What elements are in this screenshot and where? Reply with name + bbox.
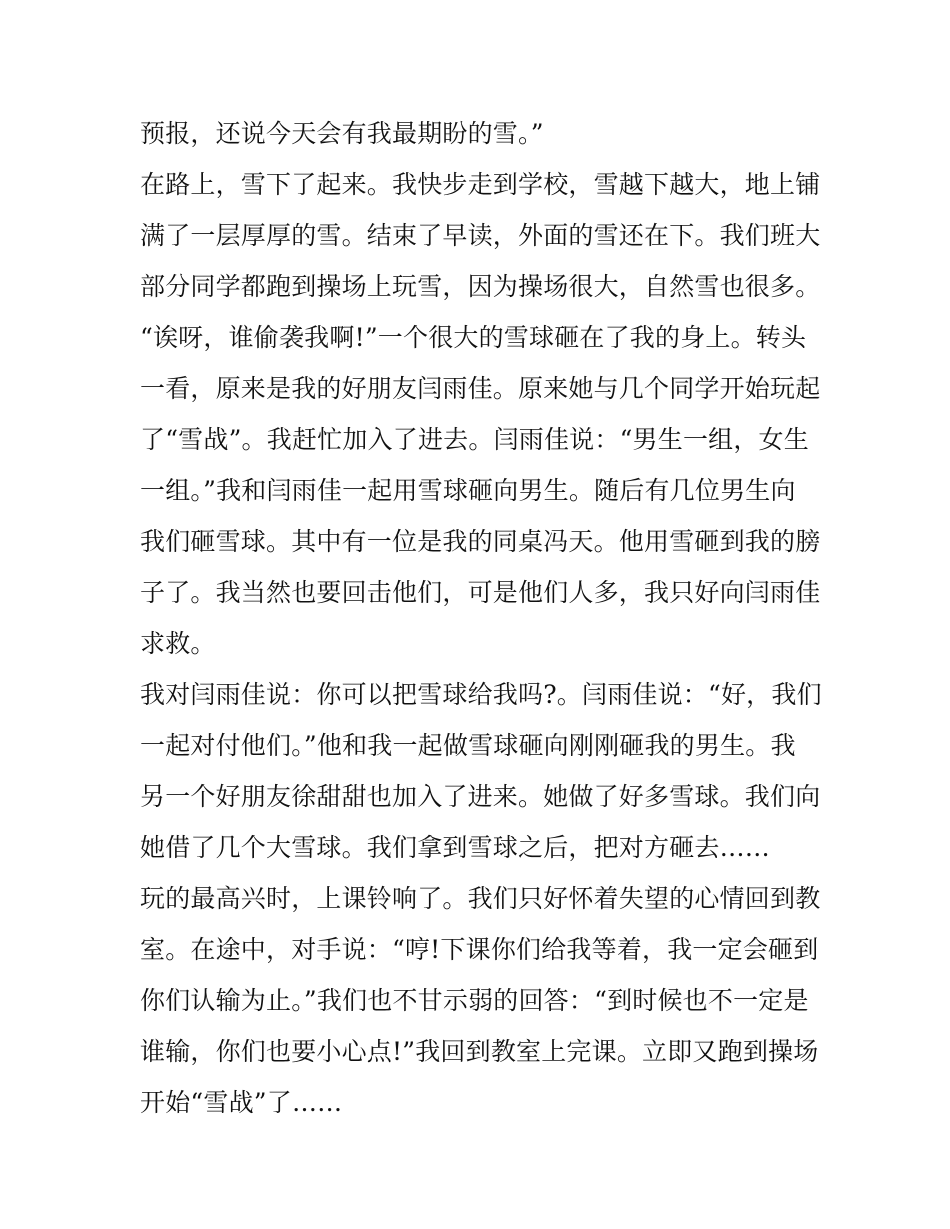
text-line: 了“雪战”。我赶忙加入了进去。闫雨佳说：“男生一组，女生 — [140, 425, 809, 454]
text-line: 我对闫雨佳说：你可以把雪球给我吗?。闫雨佳说：“好，我们 — [140, 680, 822, 709]
text-line: “诶呀，谁偷袭我啊!”一个很大的雪球砸在了我的身上。转头 — [140, 323, 807, 352]
text-line: 一看，原来是我的好朋友闫雨佳。原来她与几个同学开始玩起 — [140, 374, 821, 403]
text-line: 她借了几个大雪球。我们拿到雪球之后，把对方砸去…… — [140, 833, 771, 862]
text-line: 子了。我当然也要回击他们，可是他们人多，我只好向闫雨佳 — [140, 578, 821, 607]
text-line: 部分同学都跑到操场上玩雪，因为操场很大，自然雪也很多。 — [140, 272, 821, 301]
text-line: 在路上，雪下了起来。我快步走到学校，雪越下越大，地上铺 — [140, 170, 821, 199]
text-line: 满了一层厚厚的雪。结束了早读，外面的雪还在下。我们班大 — [140, 221, 821, 250]
text-line: 我们砸雪球。其中有一位是我的同桌冯天。他用雪砸到我的膀 — [140, 527, 821, 556]
body-text — [140, 108, 820, 1128]
text-line: 谁输，你们也要小心点!”我回到教室上完课。立即又跑到操场 — [140, 1037, 819, 1066]
text-line: 室。在途中，对手说：“哼!下课你们给我等着，我一定会砸到 — [140, 935, 819, 964]
text-line: 开始“雪战”了…… — [140, 1088, 343, 1117]
text-line: 你们认输为止。”我们也不甘示弱的回答：“到时候也不一定是 — [140, 986, 809, 1015]
text-line: 玩的最高兴时，上课铃响了。我们只好怀着失望的心情回到教 — [140, 884, 821, 913]
text-line: 另一个好朋友徐甜甜也加入了进来。她做了好多雪球。我们向 — [140, 782, 821, 811]
text-line: 一起对付他们。”他和我一起做雪球砸向刚刚砸我的男生。我 — [140, 731, 796, 760]
text-line: 预报，还说今天会有我最期盼的雪。” — [140, 119, 544, 148]
text-line: 求救。 — [140, 629, 216, 658]
text-line: 一组。”我和闫雨佳一起用雪球砸向男生。随后有几位男生向 — [140, 476, 796, 505]
